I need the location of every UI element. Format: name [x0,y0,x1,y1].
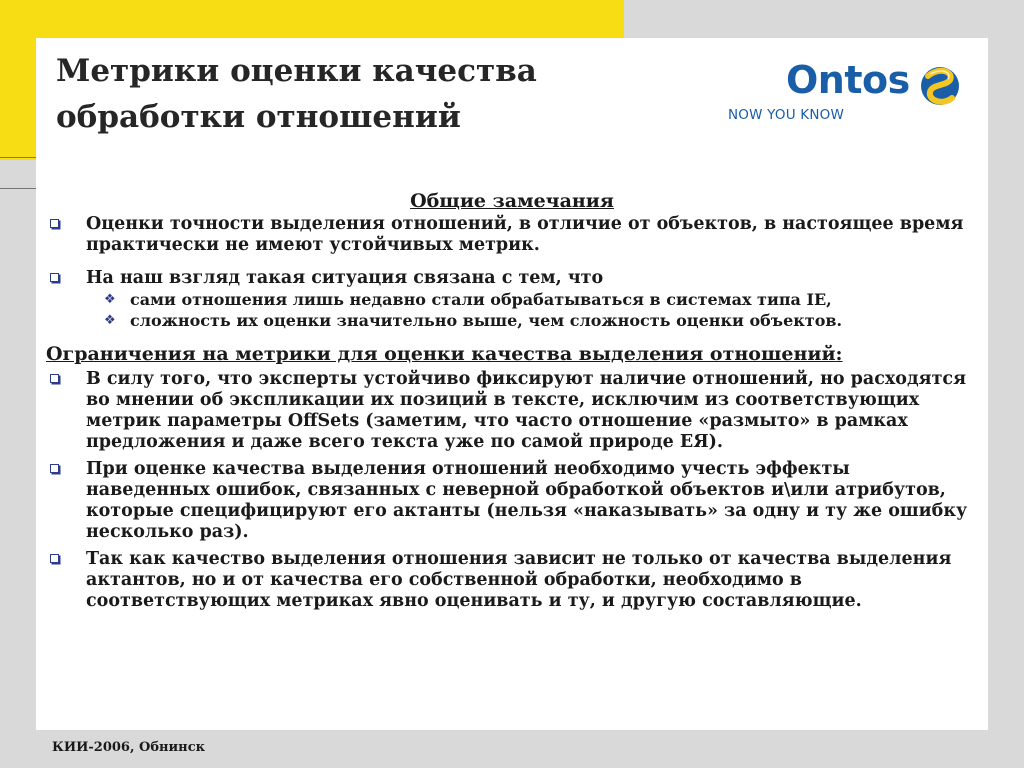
hollow-square-bullet-icon [50,273,59,282]
logo-wordmark: Ontos [786,58,910,102]
sub-list [86,289,978,331]
list-item-text: Так как качество выделения отношения зависит не только от качества выделения актантов, но и от качества его собственной обработки, необходимо в соответствующих метриках явно оценивать и ту, и другую составляющие. [86,549,952,611]
slide-footer: КИИ-2006, Обнинск [52,740,205,755]
list-item [46,549,978,612]
list-item [46,459,978,543]
title-line-1: Метрики оценки качества [56,53,537,89]
list-item-text: Оценки точности выделения отношений, в отличие от объектов, в настоящее время практически не имеют устойчивых метрик. [86,214,964,255]
slide-content [46,190,978,618]
list-item-text: На наш взгляд такая ситуация связана с тем, что [86,268,604,288]
title-line-2: обработки отношений [56,99,461,135]
section-heading-suffix: : [835,343,843,365]
slide-panel [36,38,988,730]
section-heading-limitations [46,343,978,365]
divider-line [0,157,36,158]
list-item-text: В силу того, что эксперты устойчиво фиксируют наличие отношений, но расходятся во мнении об экспликации их позиций в тексте, исключим из соответствующих метрик параметры OffSets (заметим, что часто отношение «размыто» в рамках предложения и даже всего текста уже по самой природе ЕЯ). [86,369,966,452]
four-diamond-bullet-icon: ❖ [104,313,116,328]
divider-line [0,188,36,189]
list-item [46,369,978,453]
hollow-square-bullet-icon [50,464,59,473]
ontos-swirl-icon [920,62,960,110]
general-notes-list [46,214,978,331]
list-item-text: При оценке качества выделения отношений необходимо учесть эффекты наведенных ошибок, связанных с неверной обработкой объектов и\или атрибутов, которые специфицируют его актанты (нельзя «наказывать» за одну и ту же ошибку несколько раз). [86,459,968,542]
list-item [46,214,978,256]
limitations-list [46,369,978,612]
left-gray-band [0,160,36,730]
slide-title [56,48,676,140]
four-diamond-bullet-icon: ❖ [104,292,116,307]
sub-list-item-text: сами отношения лишь недавно стали обрабатываться в системах типа IE, [130,290,832,309]
hollow-square-bullet-icon [50,374,59,383]
section-heading-text: Ограничения на метрики для оценки качества выделения отношений [46,343,836,365]
list-item [46,268,978,331]
hollow-square-bullet-icon [50,554,59,563]
sub-list-item [46,310,978,331]
sub-list-item [46,289,978,310]
ontos-logo [726,58,966,128]
logo-tagline: NOW YOU KNOW [728,107,844,123]
hollow-square-bullet-icon [50,219,59,228]
top-gray-band [624,0,1024,38]
section-heading-general: Общие замечания [410,190,614,212]
sub-list-item-text: сложность их оценки значительно выше, чем сложность оценки объектов. [130,311,843,330]
